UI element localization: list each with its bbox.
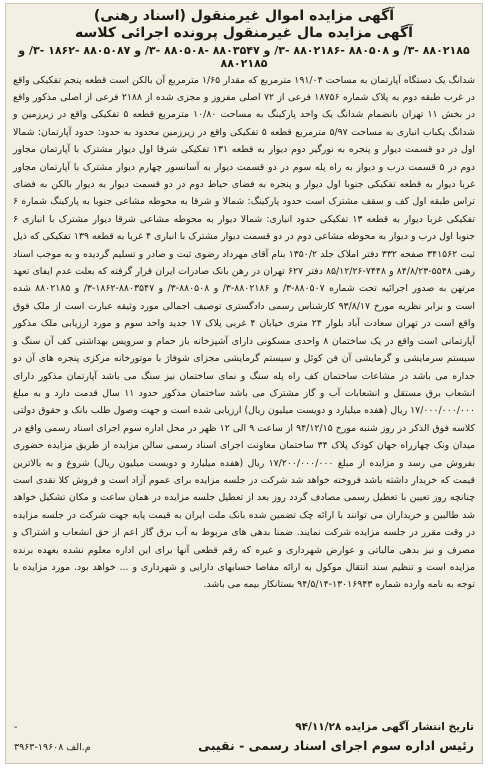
reference-code: م.الف ۱۹۶۰۸-۳۹۶۳ xyxy=(14,742,91,753)
notice-footer xyxy=(14,718,474,757)
signature-line: رئیس اداره سوم اجرای اسناد رسمی - نقیبی xyxy=(198,738,474,753)
separator-dash: - xyxy=(14,722,18,733)
publication-date: تاریخ انتشار آگهی مزایده ۹۴/۱۱/۲۸ xyxy=(295,721,474,733)
notice-title: آگهی مزایده اموال غیرمنقول (اسناد رهنی) xyxy=(93,8,395,24)
footer-signature-row xyxy=(14,737,474,757)
auction-notice-clipping xyxy=(5,3,483,764)
footer-date-row xyxy=(14,718,474,737)
notice-body: شدانگ یک دستگاه آپارتمان به مساحت ۱۹۱/۰۴ مترمربع که مقدار ۱/۶۵ مترمربع آن بالکن است قطعه پنجم تفکیکی واقع در غرب طبقه دوم به پلاک شماره ۱۸۷۵۶ فرعی از ۷۲ اصلی مفروز و مجزی شده از ۲۱۸۸ فرعی از اصلی مذکور واقع در بخش ۱۱ تهران بانضمام شدانگ یک واحد پارکینگ به مساحت ۱۰/۸۰ مترمربع قطعه ۵ تفکیکی واقع در زیرزمین و شدانگ یکباب انباری به مساحت ۵/۹۷ مترمربع قطعه ۵ تفکیکی واقع در زیرزمین محدود به حدود: حدود آپارتمان: شمالا اول در دو قسمت دیوار و پنجره به نورگیر دوم دیوار به قطعه ۱۳۱ تفکیکی شرقا اول دیوار مشترک با آپارتمان مجاور دوم در ۵ قسمت درب و دیوار به راه پله سوم در دو قسمت دیوار به آسانسور چهارم دیوار مشترک با آپارتمان مجاور غربا دیوار به قطعه تفکیکی جنوبا اول دیوار و پنجره به فضای حیاط دوم در دو قسمت دیوار به دیوار بالکن به فضای تراس طبقه اول کف و سقف مشترک است حدود پارکینگ: شمالا و شرقا به محوطه مشاعی جنوبا به پارکینگ شماره ۶ تفکیکی غربا دیوار به قطعه ۱۳ تفکیکی حدود انباری: شمالا دیوار به محوطه مشاعی شرقا دیوار مشترک با انباری ۶ جنوبا اول درب و دیوار به محوطه مشاعی دوم در دو قسمت دیوار مشترک با انباری ۴ غربا به قطعه ۱۳۹ تفکیکی که ذیل ثبت ۳۴۱۵۶۲ صفحه ۳۳۲ دفتر املاک جلد ۱۳۵۰/۲ بنام آقای مهرداد رضوی ثبت و صادر و تسلیم گردیده و به موجب اسناد رهنی ۵۵۴۸-۸۴/۸/۲۳ و ۷۴۴۸-۸۵/۱۲/۲۶ دفتر ۶۲۷ تهران در رهن بانک صادرات ایران قرار گرفته که بعلت عدم ایفای تعهد مرتهن به صدور اجرائیه تحت شماره ۸۸۰۵۰۷-۳/ و ۸۸۰۲۱۸۶-۳/ و ۸۸۰۵۰۸-۳/ و ۸۸۰۳۵۴۷-۱۸۶۲-۳/ و ۸۸۰۲۱۸۵ شده است و برابر نظریه مورخ ۹۳/۸/۱۷ کارشناس رسمی دادگستری توصیف اجمالی مورد وثیقه عبارت است از ملک فوق واقع است در تهران سعادت آباد بلوار ۲۴ متری خیابان ۴ غربی پلاک ۱۷ جدید واحد سوم و مورد ارزیابی ملک مذکور آپارتمانی است واقع در یک ساختمان ۸ واحدی مسکونی دارای آشپزخانه باز حمام و سرویس بهداشتی کف آن سنگ و سیستم سرمایشی و گرمایشی آن فن کوئل و سیستم گرمایشی مجزای شوفاژ با موتورخانه مرکزی پنجره های آن دو جداره می باشد در مشاعات ساختمان کف راه پله سنگ و نمای ساختمان نیز سنگ می باشد آپارتمان مذکور دارای انشعاب برق مستقل و انشعابات آب و گاز مشترک می باشد ساختمان مذکور حدود ۱۱ سال قدمت دارد و به مبلغ ۱۷/۰۰۰/۰۰۰/۰۰۰ ریال (هفده میلیارد و دویست میلیون ریال) ارزیابی شده است و جهت وصول طلب بانک و حقوق دولتی کلاسه فوق الذکر در روز شنبه مورخ ۹۴/۱۲/۱۵ از ساعت ۹ الی ۱۲ ظهر در محل اداره سوم اجرای اسناد رسمی واقع در میدان ونک چهارراه جهان کودک پلاک ۳۴ ساختمان معاونت اجرای اسناد رسمی سالن مزایده از طریق مزایده حضوری بفروش می رسد و مزایده از مبلغ ۱۷/۲۰۰/۰۰۰/۰۰۰ ریال (هفده میلیارد و دویست میلیون ریال) شروع و به بالاترین قیمت که خریدار داشته باشد فروخته خواهد شد شرکت در جلسه مزایده برای عموم آزاد است و فروش کلا نقدی است چنانچه روز تعیین با تعطیل رسمی مصادف گردد روز بعد از تعطیل جلسه مزایده در همان ساعت و مکان تشکیل خواهد شد طالبین و خریداران می توانند با ارائه چک تضمین شده بانک ملت ایران به قیمت پایه جهت شرکت در جلسه مزایده در وقت مقرر در جلسه مزایده شرکت نمایند. ضمنا بدهی های مربوط به آب برق گاز اعم از حق انشعاب و اشتراک و مصرف و نیز بدهی مالیاتی و عوارض شهرداری و غیره که رقم قطعی آنها برای این اداره معلوم نشده بعهده برنده مزایده است و تنظیم سند انتقال موکول به ارائه مفاصا حسابهای دارایی و شهرداری و ... خواهد بود. مورد مزایده با توجه به نامه وارده شماره ۱۳۰۱۶۹۴۳-۹۴/۵/۱۴ بستانکار بیمه می باشد. xyxy=(13,74,476,591)
file-numbers: ۸۸۰۲۱۸۵ -۳/ و ۸۸۰۵۰۸ -۸۸۰۲۱۸۶ -۳/ و ۸۸۰۳۵۴۷ -۸۸۰۵۰۸ -۳/ و ۸۸۰۵۰۸۷ -۱۸۶۲ -۳/ و ۸۸۰۲۱۸۵ xyxy=(18,43,470,70)
notice-subtitle: آگهی مزایده مال غیرمنقول پرونده اجرائی کلاسه xyxy=(75,24,413,41)
